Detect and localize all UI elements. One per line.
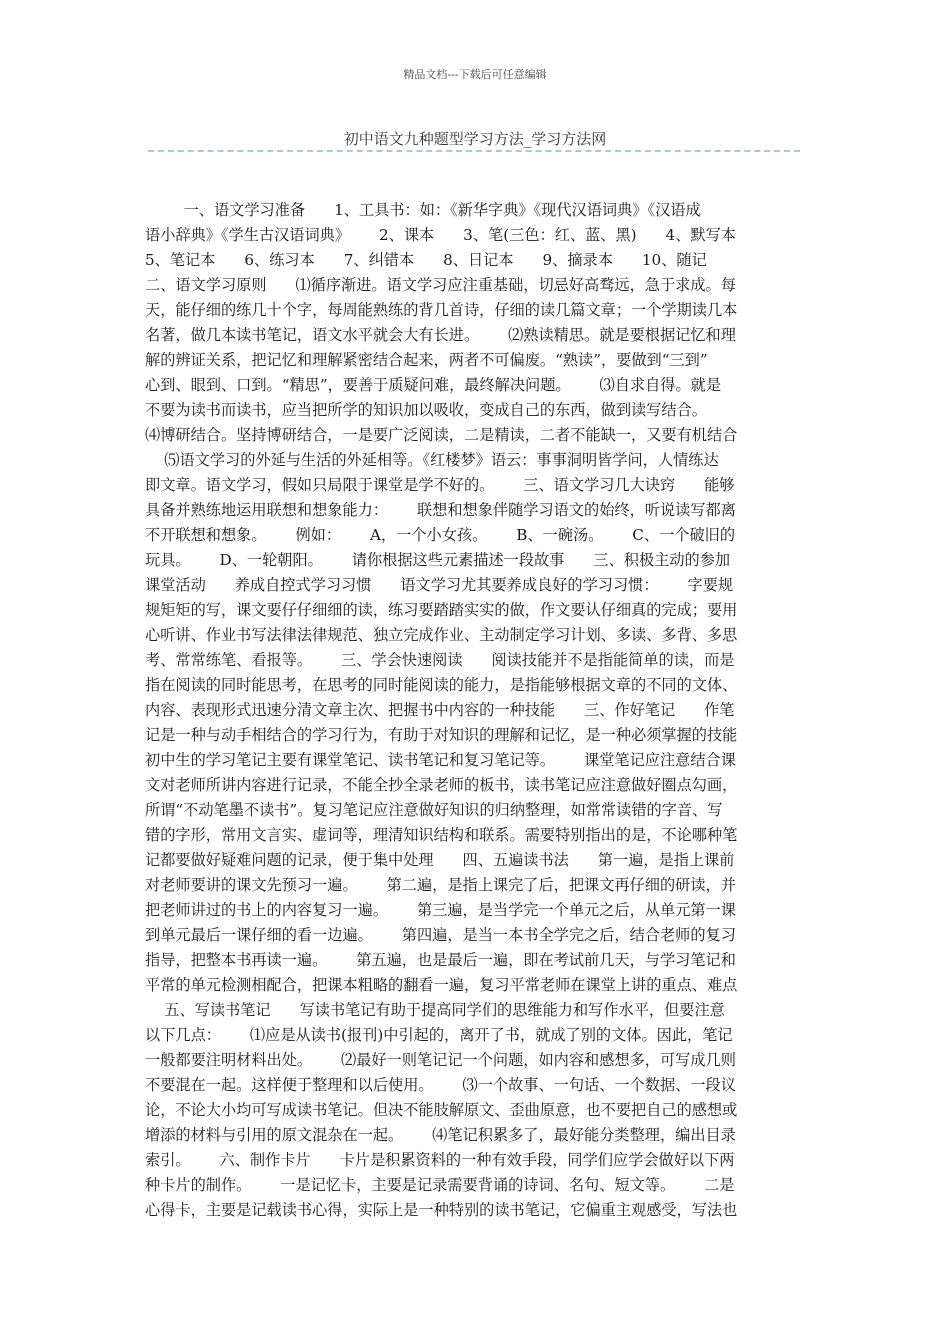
body-line: 以下几点： ⑴应是从读书(报刊)中引起的，离开了书，就成了别的文体。因此，笔记 bbox=[145, 1026, 733, 1044]
body-line: 考、常常练笔、看报等。 三、学会快速阅读 阅读技能并不是指能简单的读，而是 bbox=[145, 651, 735, 669]
body-line: 所谓“不动笔墨不读书”。复习笔记应注意做好知识的归纳整理，如常常读错的字音、写 bbox=[145, 801, 723, 819]
body-line: 一、语文学习准备 1、工具书：如：《新华字典》《现代汉语词典》《汉语成 bbox=[145, 201, 701, 219]
header-note: 精品文档---下载后可任意编辑 bbox=[403, 68, 547, 81]
body-line: 心听讲、作业书写法律法律规范、独立完成作业、主动制定学习计划、多读、多背、多思 bbox=[145, 626, 738, 644]
title-divider bbox=[148, 150, 800, 152]
body-line: 玩具。 D、一轮朝阳。 请你根据这些元素描述一段故事 三、积极主动的参加 bbox=[145, 551, 731, 569]
body-line: 到单元最后一课仔细的看一边遍。 第四遍，是当一本书全学完之后，结合老师的复习 bbox=[145, 926, 736, 944]
body-line: 不要为读书而读书，应当把所学的知识加以吸收，变成自己的东西，做到读写结合。 bbox=[145, 401, 707, 419]
body-line: 把老师讲过的书上的内容复习一遍。 第三遍，是当学完一个单元之后，从单元第一课 bbox=[145, 901, 736, 919]
body-line: 错的字形，常用文言实、虚词等，理清知识结构和联系。需要特别指出的是，不论哪种笔 bbox=[145, 826, 738, 844]
body-line: 即文章。语文学习，假如只局限于课堂是学不好的。 三、语文学习几大诀窍 能够 bbox=[145, 476, 735, 494]
body-line: 记都要做好疑难问题的记录，便于集中处理 四、五遍读书法 第一遍，是指上课前 bbox=[145, 851, 735, 869]
body-line: 平常的单元检测相配合，把课本粗略的翻看一遍，复习平常老师在课堂上讲的重点、难点 bbox=[145, 976, 738, 994]
body-line: 课堂活动 养成自控式学习习惯 语文学习尤其要养成良好的学习习惯： 字要规 bbox=[145, 576, 734, 594]
body-line: 种卡片的制作。 一是记忆卡，主要是记录需要背诵的诗词、名句、短文等。 二是 bbox=[145, 1176, 735, 1194]
body-line: 二、语文学习原则 ⑴循序渐进。语文学习应注重基础，切忌好高骛远，急于求成。每 bbox=[145, 276, 736, 294]
body-line: 天，能仔细的练几十个字，每周能熟练的背几首诗，仔细的读几篇文章；一个学期读几本 bbox=[145, 301, 738, 319]
body-line: 对老师要讲的课文先预习一遍。 第二遍，是指上课完了后，把课文再仔细的研读，并 bbox=[145, 876, 736, 894]
body-line: 五、写读书笔记 写读书笔记有助于提高同学们的思维能力和写作水平，但要注意 bbox=[145, 1001, 725, 1019]
body-line: 增添的材料与引用的原文混杂在一起。 ⑷笔记积累多了，最好能分类整理，编出目录 bbox=[145, 1126, 736, 1144]
body-line: 论，不论大小均可写成读书笔记。但决不能肢解原文、歪曲原意，也不要把自己的感想或 bbox=[145, 1101, 738, 1119]
body-line: 心得卡，主要是记载读书心得，实际上是一种特别的读书笔记，它偏重主观感受，写法也 bbox=[145, 1201, 738, 1219]
document-title: 初中语文九种题型学习方法_学习方法网 bbox=[343, 130, 607, 148]
body-line: 解的辨证关系，把记忆和理解紧密结合起来，两者不可偏废。“熟读”，要做到“三到” bbox=[145, 351, 708, 369]
body-line: ⑸语文学习的外延与生活的外延相等。《红楼梦》语云：事事洞明皆学问，人情练达 bbox=[145, 451, 719, 469]
body-line: 心到、眼到、口到。“精思”，要善于质疑问难，最终解决问题。 ⑶自求自得。就是 bbox=[145, 376, 722, 394]
body-line: 具备并熟练地运用联想和想象能力： 联想和想象伴随学习语文的始终，听说读写都离 bbox=[145, 501, 736, 519]
body-line: 指在阅读的同时能思考，在思考的同时能阅读的能力，是指能够根据文章的不同的文体、 bbox=[145, 676, 738, 694]
body-text bbox=[145, 198, 807, 1223]
body-line: 内容、表现形式迅速分清文章主次、把握书中内容的一种技能 三、作好笔记 作笔 bbox=[145, 701, 735, 719]
body-line: 5、笔记本 6、练习本 7、纠错本 8、日记本 9、摘录本 10、随记 bbox=[145, 251, 707, 269]
body-line: 指导，把整本书再读一遍。 第五遍，也是最后一遍，即在考试前几天，与学习笔记和 bbox=[145, 951, 736, 969]
body-line: 初中生的学习笔记主要有课堂笔记、读书笔记和复习笔记等。 课堂笔记应注意结合课 bbox=[145, 751, 736, 769]
body-line: 记是一种与动手相结合的学习行为，有助于对知识的理解和记忆，是一种必须掌握的技能 bbox=[145, 726, 738, 744]
body-line: 文对老师所讲内容进行记录，不能全抄全录老师的板书，读书笔记应注意做好圈点勾画， bbox=[145, 776, 738, 794]
body-line: 不要混在一起。这样便于整理和以后使用。 ⑶一个故事、一句话、一个数据、一段议 bbox=[145, 1076, 736, 1094]
body-line: 规矩矩的写，课文要仔仔细细的读，练习要踏踏实实的做，作文要认仔细真的完成；要用 bbox=[145, 601, 738, 619]
body-line: 不开联想和想象。 例如： A，一个小女孩。 B、一碗汤。 C、一个破旧的 bbox=[145, 526, 736, 544]
body-line: 语小辞典》《学生古汉语词典》 2、课本 3、笔(三色：红、蓝、黑) 4、默写本 bbox=[145, 226, 736, 244]
body-line: ⑷博研结合。坚持博研结合，一是要广泛阅读，二是精读，二者不能缺一，又要有机结合 bbox=[145, 426, 738, 444]
body-line: 名著，做几本读书笔记，语文水平就会大有长进。 ⑵熟读精思。就是要根据记忆和理 bbox=[145, 326, 736, 344]
body-line: 索引。 六、制作卡片 卡片是积累资料的一种有效手段，同学们应学会做好以下两 bbox=[145, 1151, 735, 1169]
body-line: 一般都要注明材料出处。 ⑵最好一则笔记记一个问题，如内容和感想多，可写成几则 bbox=[145, 1051, 736, 1069]
